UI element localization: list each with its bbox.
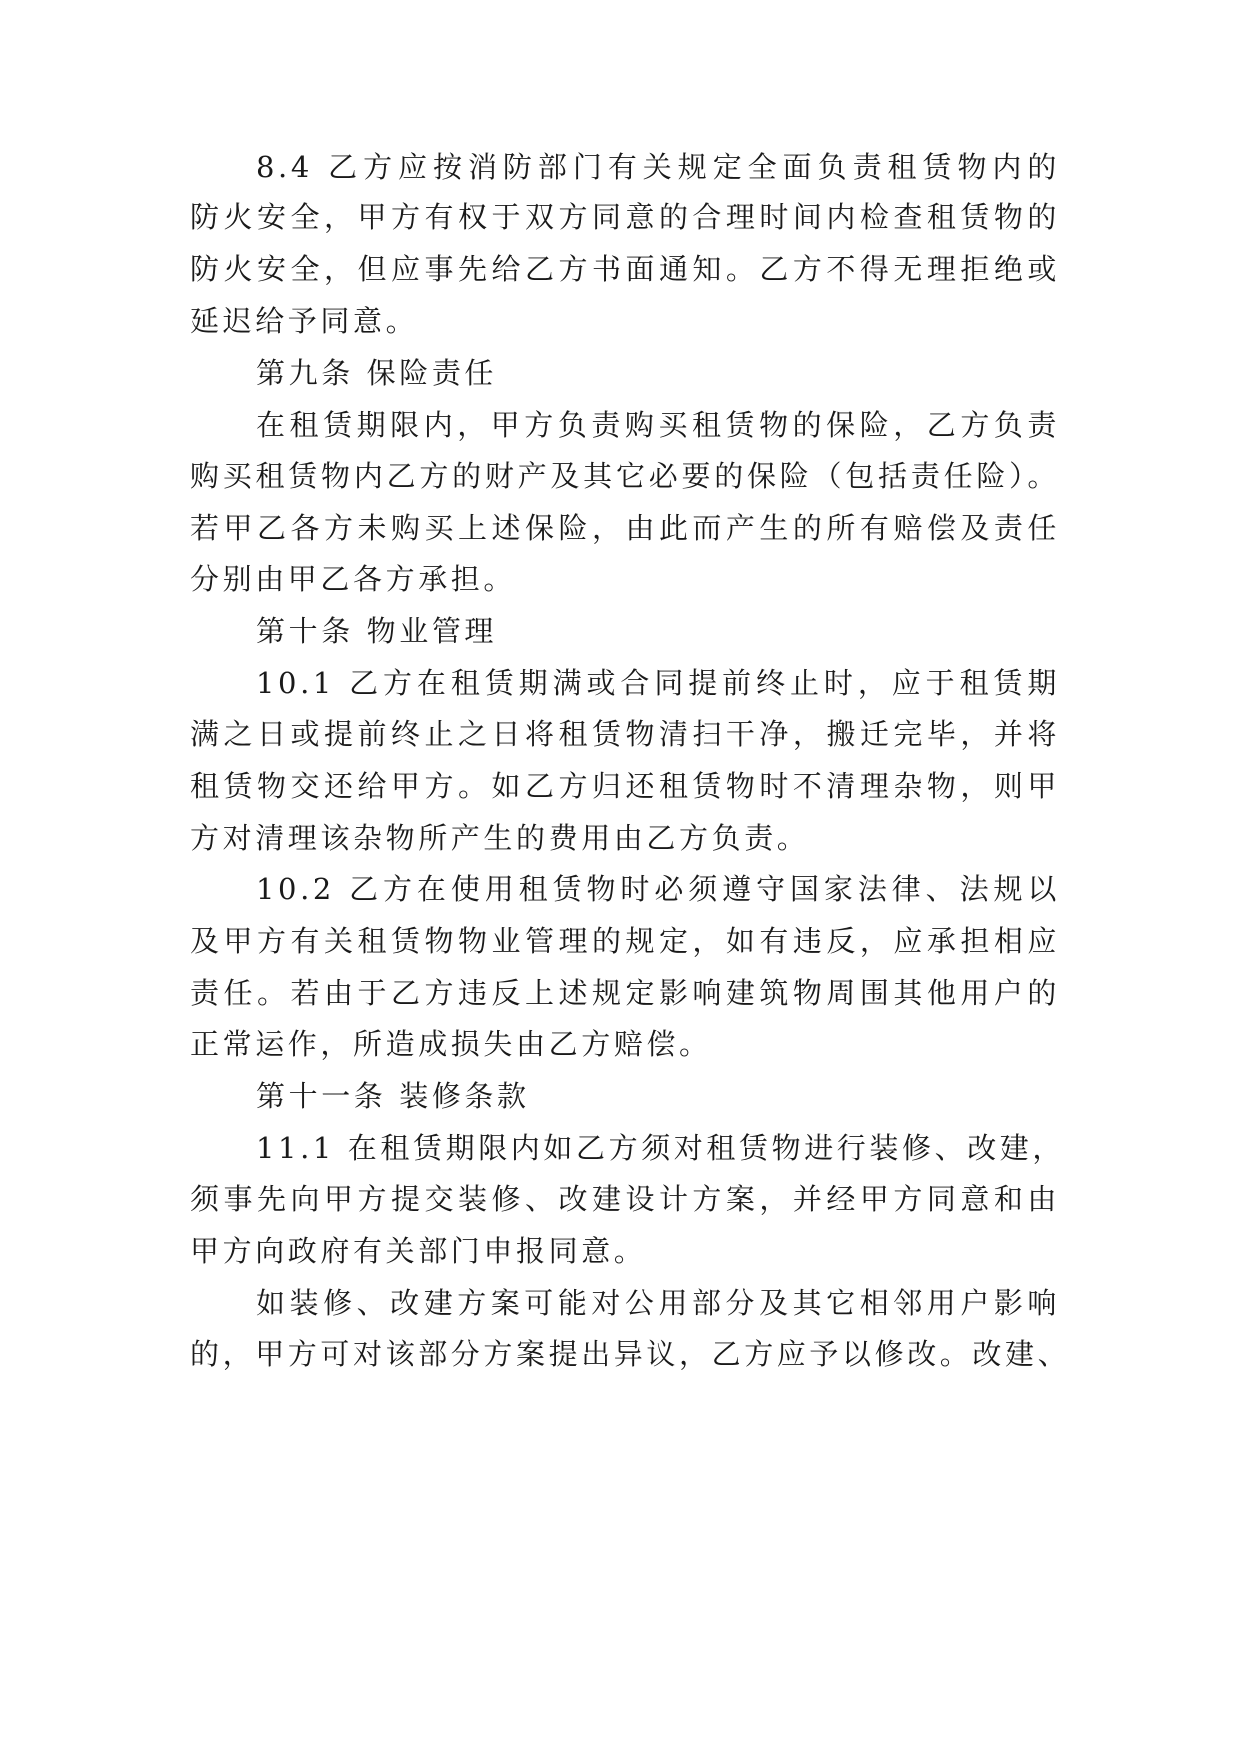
paragraph-11-2-line-1: 如装修、改建方案可能对公用部分及其它相邻用户影响 xyxy=(256,1286,1060,1320)
paragraph-8-4-line-2: 防火安全，甲方有权于双方同意的合理时间内检查租赁物的 xyxy=(190,200,1060,234)
paragraph-10-1-line-4: 方对清理该杂物所产生的费用由乙方负责。 xyxy=(190,821,810,855)
paragraph-10-1-line-1: 10.1 乙方在租赁期满或合同提前终止时，应于租赁期 xyxy=(256,666,1060,700)
heading-article-11: 第十一条 装修条款 xyxy=(256,1079,530,1113)
paragraph-9-line-2: 购买租赁物内乙方的财产及其它必要的保险（包括责任险）。 xyxy=(190,459,1060,493)
paragraph-9-line-1: 在租赁期限内，甲方负责购买租赁物的保险，乙方负责 xyxy=(256,408,1060,442)
heading-article-10: 第十条 物业管理 xyxy=(256,614,498,648)
paragraph-9-line-4: 分别由甲乙各方承担。 xyxy=(190,562,517,596)
paragraph-10-2-line-1: 10.2 乙方在使用租赁物时必须遵守国家法律、法规以 xyxy=(256,872,1060,906)
paragraph-8-4-line-4: 延迟给予同意。 xyxy=(190,304,419,338)
paragraph-10-2-line-4: 正常运作，所造成损失由乙方赔偿。 xyxy=(190,1027,712,1061)
paragraph-11-2-line-2: 的，甲方可对该部分方案提出异议，乙方应予以修改。改建、 xyxy=(190,1337,1071,1371)
paragraph-11-1-line-2: 须事先向甲方提交装修、改建设计方案，并经甲方同意和由 xyxy=(190,1182,1060,1216)
paragraph-8-4-line-1: 8.4 乙方应按消防部门有关规定全面负责租赁物内的 xyxy=(256,150,1060,184)
heading-article-9: 第九条 保险责任 xyxy=(256,356,498,390)
paragraph-10-2-line-3: 责任。若由于乙方违反上述规定影响建筑物周围其他用户的 xyxy=(190,976,1060,1010)
paragraph-9-line-3: 若甲乙各方未购买上述保险，由此而产生的所有赔偿及责任 xyxy=(190,511,1060,545)
paragraph-11-1-line-3: 甲方向政府有关部门申报同意。 xyxy=(190,1234,647,1268)
paragraph-8-4-line-3: 防火安全，但应事先给乙方书面通知。乙方不得无理拒绝或 xyxy=(190,252,1060,286)
paragraph-10-2-line-2: 及甲方有关租赁物物业管理的规定，如有违反，应承担相应 xyxy=(190,924,1060,958)
paragraph-11-1-line-1: 11.1 在租赁期限内如乙方须对租赁物进行装修、改建， xyxy=(256,1131,1065,1165)
paragraph-10-1-line-2: 满之日或提前终止之日将租赁物清扫干净，搬迁完毕，并将 xyxy=(190,717,1060,751)
paragraph-10-1-line-3: 租赁物交还给甲方。如乙方归还租赁物时不清理杂物，则甲 xyxy=(190,769,1060,803)
